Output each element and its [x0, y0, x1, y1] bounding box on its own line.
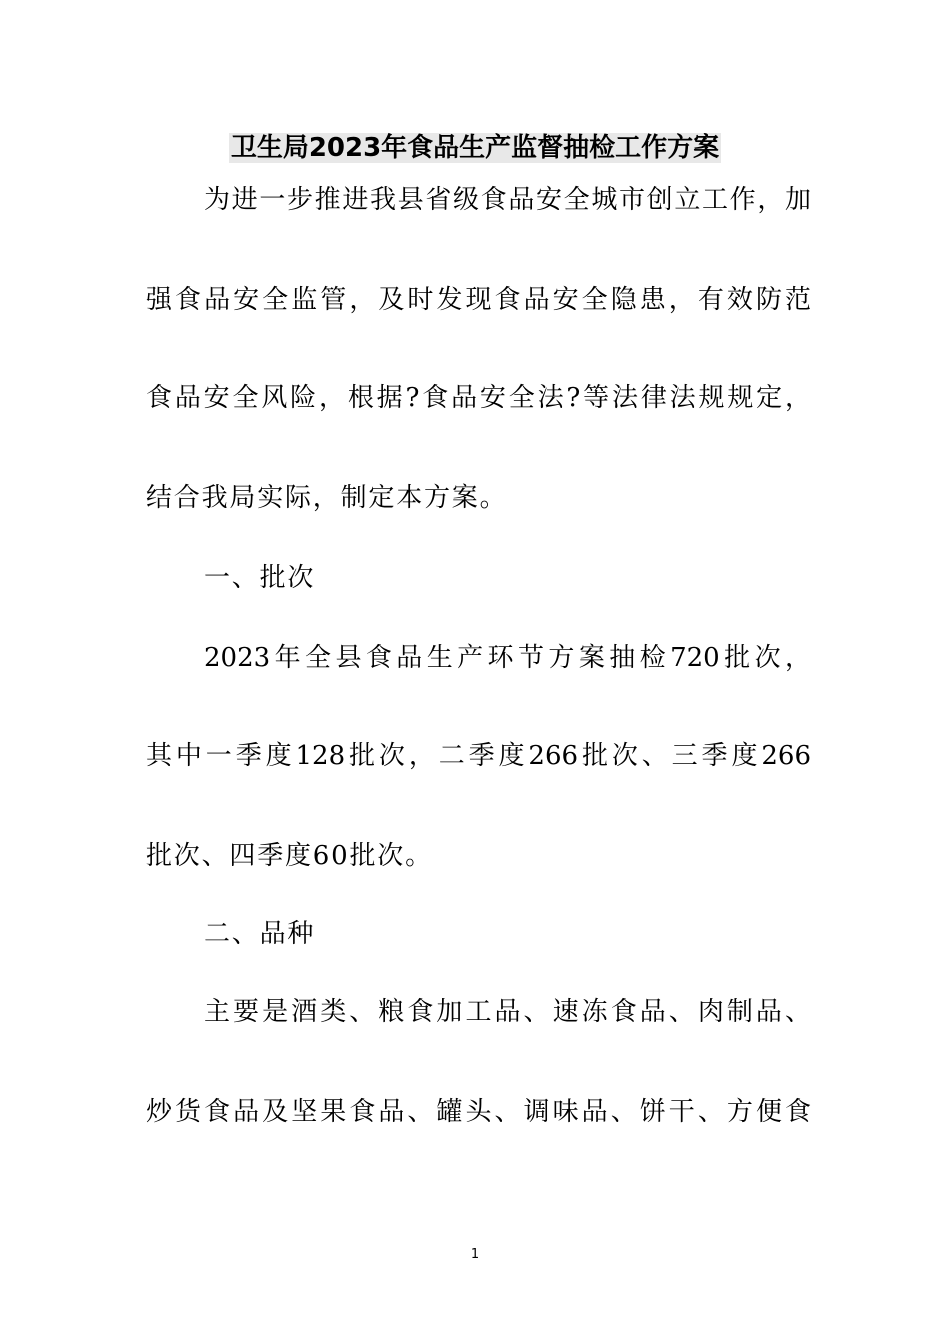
- document-title-text: 卫生局2023年食品生产监督抽检工作方案: [230, 133, 720, 163]
- paragraph-3-line-1: 主要是酒类、粮食加工品、速冻食品、肉制品、: [204, 997, 811, 1027]
- section-heading-varieties: 二、品种: [204, 919, 316, 949]
- paragraph-1-line-2: 强食品安全监管，及时发现食品安全隐患，有效防范: [146, 285, 811, 315]
- paragraph-2-line-1: 2023年全县食品生产环节方案抽检720批次，: [204, 643, 811, 673]
- paragraph-1-line-1: 为进一步推进我县省级食品安全城市创立工作，加: [204, 185, 811, 215]
- section-heading-batches: 一、批次: [204, 563, 316, 593]
- page-number: 1: [470, 1247, 480, 1262]
- paragraph-1-line-3: 食品安全风险，根据?食品安全法?等法律法规规定，: [146, 383, 811, 413]
- document-title: [0, 128, 950, 168]
- paragraph-2-line-3: 批次、四季度60批次。: [146, 841, 433, 871]
- paragraph-2-line-2: 其中一季度128批次，二季度266批次、三季度266: [146, 741, 811, 771]
- paragraph-1-line-4: 结合我局实际，制定本方案。: [146, 483, 508, 513]
- paragraph-3-line-2: 炒货食品及坚果食品、罐头、调味品、饼干、方便食: [146, 1097, 811, 1127]
